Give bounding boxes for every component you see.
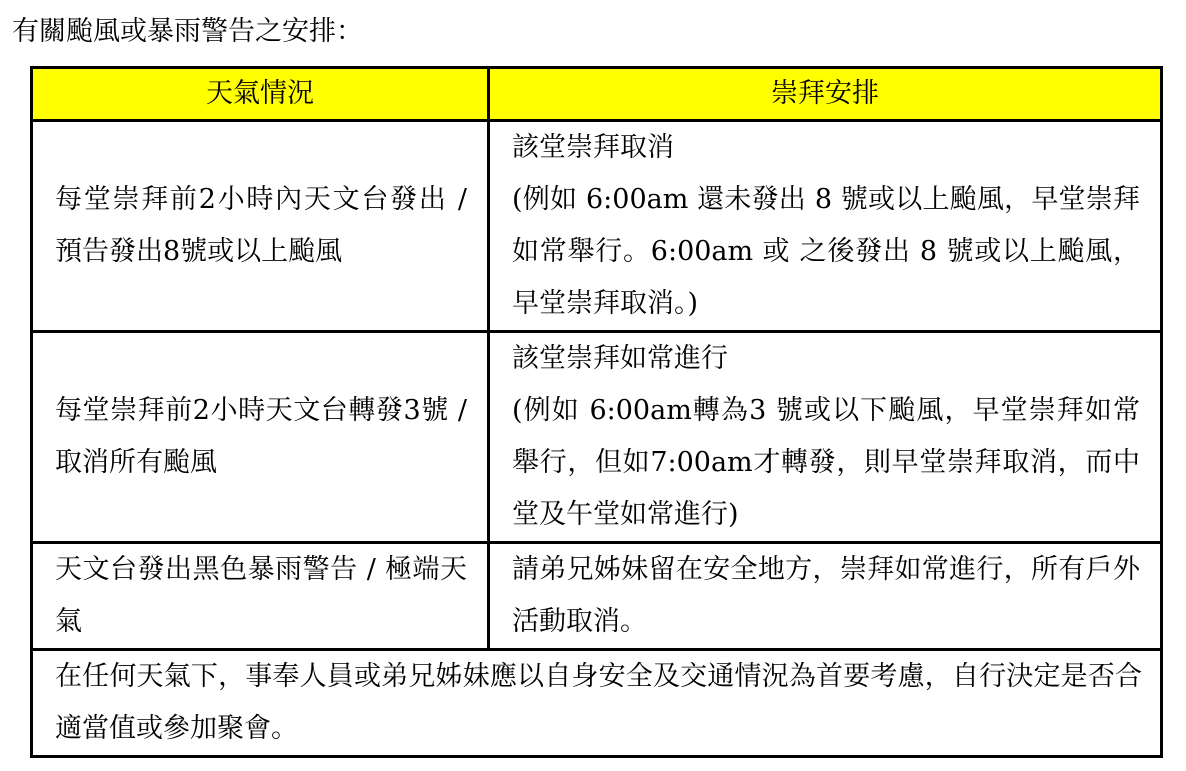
arrangement-detail: (例如 6:00am轉為3 號或以下颱風，早堂崇拜如常舉行，但如7:00am才轉發，則早堂崇拜取消，而中堂及午堂如常進行) (512, 395, 1140, 530)
table-row (32, 121, 1162, 332)
arrangement-cell (489, 332, 1162, 543)
condition-text: 每堂崇拜前2小時內天文台發出 / 預告發出8號或以上颱風 (55, 184, 467, 267)
table-row (32, 543, 1162, 650)
table-footer-row (32, 650, 1162, 757)
condition-cell (32, 543, 489, 650)
footer-note: 在任何天氣下，事奉人員或弟兄姊妹應以自身安全及交通情況為首要考慮，自行決定是否合適當值或參加聚會。 (55, 661, 1142, 744)
arrangement-detail: 請弟兄姊妹留在安全地方，崇拜如常進行，所有戶外活動取消。 (512, 554, 1140, 637)
page-heading: 有關颱風或暴雨警告之安排： (12, 16, 363, 47)
arrangement-detail: (例如 6:00am 還未發出 8 號或以上颱風，早堂崇拜如常舉行。6:00am 或 之後發出 8 號或以上颱風，早堂崇拜取消。) (512, 184, 1140, 319)
arrangement-cell (489, 121, 1162, 332)
table-row (32, 332, 1162, 543)
footer-note-cell (32, 650, 1162, 757)
typhoon-arrangement-table (30, 66, 1163, 758)
condition-text: 天文台發出黑色暴雨警告 / 極端天氣 (55, 554, 467, 637)
header-service-arrangement: 崇拜安排 (489, 68, 1162, 121)
table-header-row (32, 68, 1162, 121)
header-weather-condition: 天氣情況 (32, 68, 489, 121)
arrangement-cell (489, 543, 1162, 650)
condition-cell (32, 332, 489, 543)
condition-text: 每堂崇拜前2小時天文台轉發3號 / 取消所有颱風 (55, 395, 467, 478)
arrangement-title: 該堂崇拜如常進行 (512, 343, 728, 374)
arrangement-title: 該堂崇拜取消 (512, 132, 674, 163)
condition-cell (32, 121, 489, 332)
